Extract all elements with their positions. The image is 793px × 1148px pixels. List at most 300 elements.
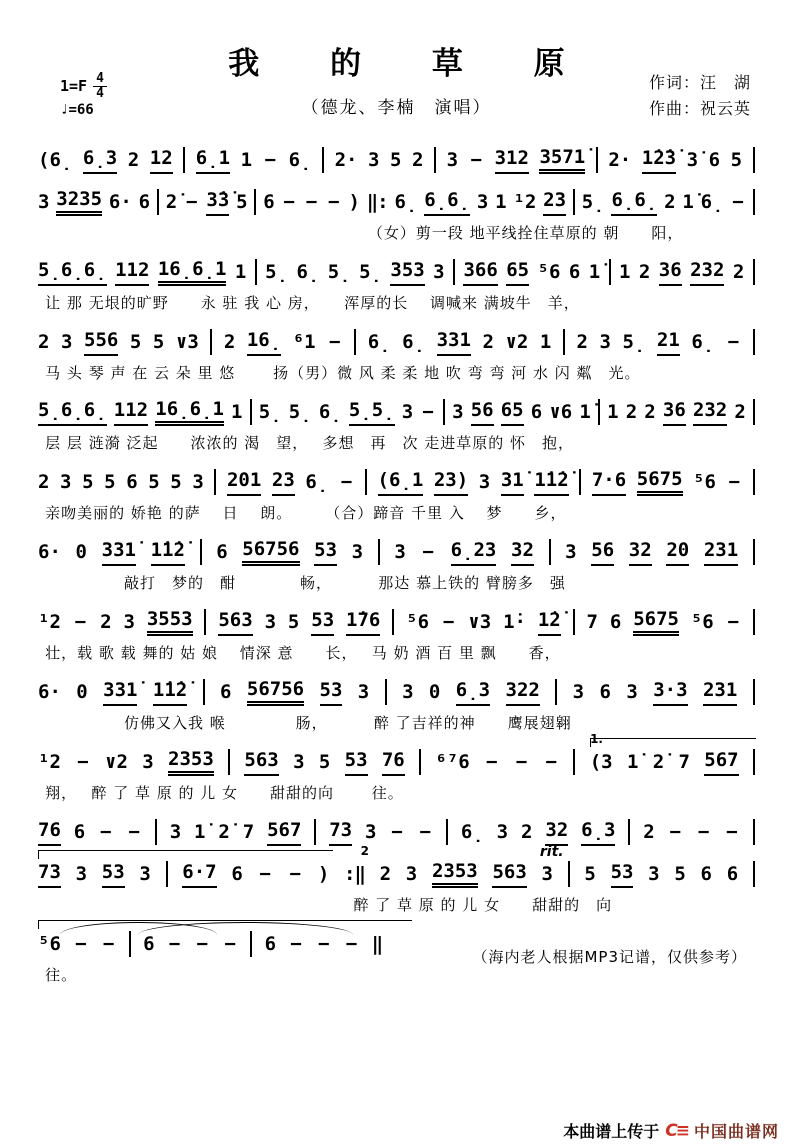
note-group: 2̇ bbox=[218, 821, 230, 844]
notation-line bbox=[38, 328, 755, 356]
score-system bbox=[38, 174, 755, 244]
note-group: 3 bbox=[351, 541, 364, 564]
note-group: 16̣6̣1 bbox=[155, 399, 224, 426]
note-group: (6̣1 bbox=[378, 470, 424, 496]
note-group: 3 bbox=[139, 863, 151, 886]
note-group: 3 bbox=[496, 821, 509, 844]
note-group: 6̣6̣ bbox=[424, 190, 470, 216]
barline bbox=[573, 189, 575, 215]
note-group: 3 bbox=[357, 681, 370, 704]
barline bbox=[378, 539, 380, 565]
barline bbox=[563, 329, 565, 355]
final-barline: ‖ bbox=[371, 933, 383, 956]
note-group: 322 bbox=[506, 680, 540, 706]
note-group: 3̇3̇ bbox=[206, 190, 229, 216]
note-group: 2̇ bbox=[165, 191, 178, 214]
note-group: 331̇ bbox=[103, 680, 137, 706]
held-note-dash: − bbox=[727, 611, 740, 634]
notation-line bbox=[38, 398, 755, 426]
note-group: ⁵6 bbox=[693, 471, 716, 494]
note-group: 2 bbox=[643, 821, 655, 844]
barline bbox=[549, 539, 551, 565]
page-title: 我 的 草 原 bbox=[228, 46, 595, 82]
quarter-note-icon: ♩ bbox=[60, 102, 69, 119]
note-group: 6̣6̣ bbox=[611, 190, 657, 216]
note-group: 1̇· bbox=[503, 611, 526, 634]
note-group: 6̣ bbox=[691, 331, 715, 354]
note-group: 3·3 bbox=[653, 680, 687, 706]
note-group: 5̣ bbox=[258, 401, 282, 424]
note-group: 331 bbox=[437, 330, 471, 356]
barline bbox=[254, 189, 256, 215]
held-note-dash: − bbox=[515, 751, 528, 774]
note-group: 5̣ bbox=[265, 261, 289, 284]
note-group: 53 bbox=[311, 610, 334, 636]
note-group: 6̣ bbox=[296, 261, 320, 284]
note-group: 3 bbox=[402, 681, 414, 704]
note-group: 53 bbox=[611, 862, 634, 888]
score-system bbox=[38, 314, 755, 384]
tempo-value: =66 bbox=[68, 102, 94, 119]
volta-number: 2 bbox=[360, 844, 369, 858]
key-label: 1=F bbox=[60, 77, 88, 96]
note-group: 6̣3 bbox=[456, 680, 490, 706]
note-group: 231 bbox=[704, 540, 738, 566]
held-note-dash: − bbox=[196, 933, 209, 956]
barline bbox=[596, 147, 598, 173]
note-group: 6̣ bbox=[318, 401, 342, 424]
note-group: 563 bbox=[244, 750, 278, 776]
note-group: 76 bbox=[382, 750, 405, 776]
note-group: 5̣5̣ bbox=[349, 400, 395, 426]
site-name: 中国曲谱网 bbox=[693, 1122, 779, 1141]
volta-number: 1. bbox=[590, 732, 603, 746]
note-group: 2̇ bbox=[652, 751, 665, 774]
barline bbox=[228, 749, 230, 775]
held-note-dash: − bbox=[727, 331, 740, 354]
score-header bbox=[38, 10, 755, 132]
note-group: 1 bbox=[495, 191, 507, 214]
note-group: 56756 bbox=[242, 539, 299, 566]
score-system bbox=[38, 384, 755, 454]
note-group: ⁶⁷6 bbox=[435, 751, 470, 774]
score-system bbox=[38, 846, 755, 916]
footer-upload-text: 本曲谱上传于 bbox=[563, 1122, 660, 1141]
note-group: 73 bbox=[329, 820, 352, 846]
note-group: ∨6 bbox=[549, 401, 573, 424]
score-system bbox=[38, 244, 755, 314]
barline bbox=[753, 189, 755, 215]
lyrics-line: 醉 了 草 原 的 儿 女 甜甜的 向 bbox=[353, 896, 613, 914]
note-group: 6· bbox=[38, 541, 61, 564]
barline bbox=[628, 819, 630, 845]
note-group: 6 bbox=[220, 681, 232, 704]
note-group: 6 bbox=[568, 261, 581, 284]
lyrics-line: 壮，载 歌 载 舞的 姑 娘 情深 意 长， 马 奶 酒 百 里 飘 香， bbox=[45, 644, 561, 662]
barline bbox=[419, 749, 421, 775]
repeat-sign: ‖: bbox=[366, 191, 388, 214]
note-group: 6 bbox=[231, 863, 243, 886]
lyrics-line: 让 那 无垠的旷野 永 驻 我 心 房， 浑厚的长 调喊来 满坡牛 羊， bbox=[45, 294, 580, 312]
note-group: 3 bbox=[192, 471, 204, 494]
barline bbox=[753, 539, 755, 565]
performers-subtitle: （德龙、李楠 演唱） bbox=[301, 98, 492, 118]
note-group: 3 bbox=[38, 191, 50, 214]
note-group: 3235 bbox=[56, 189, 102, 216]
note-group: 0 bbox=[75, 541, 87, 564]
held-note-dash: − bbox=[732, 191, 744, 214]
note-group: 6 bbox=[216, 541, 228, 564]
note-group: 31̇ bbox=[501, 470, 524, 496]
lyricist-credit: 作词：汪 湖 bbox=[648, 73, 751, 92]
note-group: 3̇ bbox=[686, 149, 699, 172]
note-group: 3 bbox=[75, 863, 88, 886]
note-group: 1 bbox=[240, 149, 253, 172]
held-note-dash: − bbox=[264, 149, 277, 172]
note-group: 1̇ bbox=[194, 821, 206, 844]
note-group: 2 bbox=[664, 191, 676, 214]
lyrics-line: 仿佛又入我 喉 肠， 醉 了吉祥的神 鹰展翅翱 bbox=[124, 714, 572, 732]
note-group: 73 bbox=[38, 862, 61, 888]
note-group: 1̇1̇2̇ bbox=[534, 470, 568, 496]
note-group: 3 bbox=[368, 149, 380, 172]
score-system bbox=[38, 132, 755, 174]
barline bbox=[200, 539, 202, 565]
note-group: 6 bbox=[126, 471, 138, 494]
note-group: 5̣ bbox=[622, 331, 646, 354]
lyrics-line: 敲打 梦的 酣 畅， 那达 慕上铁的 臂膀多 强 bbox=[124, 574, 566, 592]
note-group: 53 bbox=[345, 750, 368, 776]
note-group: 5675 bbox=[637, 469, 683, 496]
note-group: 65 bbox=[506, 260, 529, 286]
note-group: 2 bbox=[734, 401, 746, 424]
note-group: 6̣ bbox=[402, 331, 426, 354]
note-group: 56 bbox=[471, 400, 494, 426]
note-group: 6 bbox=[609, 611, 622, 634]
note-group: 6 bbox=[726, 863, 739, 886]
note-group: ) bbox=[348, 191, 360, 214]
note-group: 3 bbox=[565, 541, 577, 564]
key-signature-block bbox=[60, 72, 107, 118]
barline bbox=[322, 147, 324, 173]
barline bbox=[157, 189, 159, 215]
note-group: 6· bbox=[38, 681, 61, 704]
barline bbox=[443, 399, 445, 425]
note-group: 6̣3 bbox=[581, 820, 615, 846]
barline bbox=[753, 749, 755, 775]
barline bbox=[434, 147, 436, 173]
barline bbox=[204, 609, 206, 635]
notation-line bbox=[38, 678, 755, 706]
note-group: 16̣ bbox=[247, 330, 281, 356]
note-group: 3 bbox=[541, 863, 553, 886]
held-note-dash: − bbox=[545, 751, 558, 774]
time-signature bbox=[93, 72, 107, 100]
note-group: 6 bbox=[530, 401, 543, 424]
time-signature-denominator: 4 bbox=[96, 85, 104, 101]
note-group: 6̣23 bbox=[451, 540, 497, 566]
note-group: 3 bbox=[648, 863, 660, 886]
note-group: 23 bbox=[543, 190, 566, 216]
note-group: 5 bbox=[287, 611, 300, 634]
note-group: 6̣ bbox=[700, 191, 724, 214]
note-group: 3 bbox=[61, 331, 73, 354]
held-note-dash: − bbox=[186, 191, 198, 214]
note-group: 6̣ bbox=[394, 191, 418, 214]
note-group: 556 bbox=[84, 330, 118, 356]
held-note-dash: − bbox=[486, 751, 498, 774]
note-group: 6̣1 bbox=[196, 148, 230, 174]
barline bbox=[568, 861, 570, 887]
barline bbox=[214, 469, 216, 495]
barline bbox=[314, 819, 316, 845]
held-note-dash: − bbox=[669, 821, 682, 844]
note-group: 6 bbox=[73, 821, 86, 844]
score-system bbox=[38, 524, 755, 594]
note-group: ) bbox=[317, 863, 330, 886]
score-system bbox=[38, 804, 755, 846]
note-group: 12 bbox=[150, 148, 173, 174]
note-group: 6̣ bbox=[305, 471, 329, 494]
note-group: 6 bbox=[263, 191, 275, 214]
note-group: 3 bbox=[142, 751, 154, 774]
note-group: 1 bbox=[231, 401, 243, 424]
note-group: 3 bbox=[452, 401, 464, 424]
score-system bbox=[38, 454, 755, 524]
note-group: 6·7 bbox=[182, 862, 216, 888]
note-group: 231 bbox=[703, 680, 737, 706]
note-group: 112 bbox=[114, 400, 148, 426]
note-group: 65 bbox=[501, 400, 524, 426]
note-group: ¹2 bbox=[513, 191, 537, 214]
note-group: 21 bbox=[657, 330, 680, 356]
note-group: 3 bbox=[478, 471, 491, 494]
score-system bbox=[38, 594, 755, 664]
held-note-dash: − bbox=[328, 191, 340, 214]
note-group: 1̇ bbox=[682, 191, 694, 214]
held-note-dash: − bbox=[305, 191, 318, 214]
note-group: ⁵6 bbox=[406, 611, 430, 634]
held-note-dash: − bbox=[391, 821, 403, 844]
volta-bracket-line bbox=[590, 738, 756, 747]
score-system bbox=[38, 734, 755, 804]
barline bbox=[753, 259, 755, 285]
note-group: 3 bbox=[446, 149, 459, 172]
note-group: 112 bbox=[115, 260, 149, 286]
note-group: 232 bbox=[690, 260, 724, 286]
barline bbox=[354, 329, 356, 355]
barline bbox=[573, 609, 575, 635]
note-group: 2 bbox=[521, 821, 533, 844]
note-group: 1̇76 bbox=[346, 610, 380, 636]
barline bbox=[753, 147, 755, 173]
note-group: 1̇2̇ bbox=[538, 610, 561, 636]
composer-credit: 作曲：祝云英 bbox=[648, 99, 751, 119]
held-note-dash: − bbox=[728, 471, 741, 494]
note-group: 7 bbox=[678, 751, 690, 774]
note-group: 5̣ bbox=[581, 191, 605, 214]
note-group: 1̇1̇2̇ bbox=[151, 540, 185, 566]
lyrics-line: 翔， 醉 了 草 原 的 儿 女 甜甜的向 往。 bbox=[45, 784, 404, 802]
note-group: 53 bbox=[320, 680, 343, 706]
note-group: 1̇1̇2̇ bbox=[153, 680, 187, 706]
note-group: 5 bbox=[170, 471, 182, 494]
note-group: 5 bbox=[82, 471, 94, 494]
lyrics-line: 马 头 琴 声 在 云 朵 里 悠 扬（男）微 风 柔 柔 地 吹 弯 弯 河 水 闪 粼 光。 bbox=[45, 364, 641, 382]
note-group: 6 bbox=[708, 149, 721, 172]
barline bbox=[203, 679, 205, 705]
held-note-dash: − bbox=[74, 611, 87, 634]
lyrics-line: 亲吻美丽的 娇艳 的萨 日 朗。 （合）蹄音 千里 入 梦 乡， bbox=[45, 504, 567, 522]
held-note-dash: − bbox=[75, 933, 87, 956]
note-group: 3 bbox=[364, 821, 377, 844]
score-system bbox=[38, 916, 755, 986]
barline bbox=[579, 469, 581, 495]
held-note-dash: − bbox=[318, 933, 330, 956]
note-group: 312 bbox=[495, 148, 529, 174]
note-group: 1 bbox=[234, 261, 247, 284]
note-group: 56 bbox=[591, 540, 614, 566]
note-group: 2 bbox=[576, 331, 588, 354]
note-group: 32 bbox=[629, 540, 652, 566]
barline bbox=[210, 329, 212, 355]
barline bbox=[155, 819, 157, 845]
notation-line bbox=[38, 146, 755, 174]
note-group: 2 bbox=[100, 611, 112, 634]
note-group: ⁵6 bbox=[38, 933, 61, 956]
barline bbox=[365, 469, 367, 495]
note-group: 2 bbox=[38, 331, 50, 354]
note-group: 32 bbox=[511, 540, 534, 566]
note-group: 353 bbox=[390, 260, 424, 286]
note-group: 5 bbox=[390, 149, 402, 172]
notation-line bbox=[38, 468, 755, 496]
barline bbox=[753, 861, 755, 887]
time-signature-numerator: 4 bbox=[93, 72, 107, 87]
note-group: 563 bbox=[218, 610, 252, 636]
note-group: ∨3 bbox=[468, 611, 492, 634]
held-note-dash: − bbox=[470, 149, 483, 172]
note-group: 2 bbox=[412, 149, 424, 172]
note-group: ¹2 bbox=[38, 751, 61, 774]
barline bbox=[166, 861, 168, 887]
note-group: 3 bbox=[394, 541, 406, 564]
barline bbox=[609, 259, 611, 285]
note-group: 2 bbox=[38, 471, 50, 494]
note-group: 6̣ bbox=[367, 331, 391, 354]
note-group: 3 bbox=[169, 821, 182, 844]
note-group: 0 bbox=[428, 681, 441, 704]
note-group: 331̇ bbox=[102, 540, 136, 566]
held-note-dash: − bbox=[259, 863, 271, 886]
note-group: 0 bbox=[76, 681, 88, 704]
notation-line bbox=[38, 538, 755, 566]
barline bbox=[753, 679, 755, 705]
repeat-sign: :‖ bbox=[344, 863, 365, 886]
score-systems bbox=[38, 132, 755, 986]
barline bbox=[453, 259, 455, 285]
held-note-dash: − bbox=[329, 331, 341, 354]
ritardando-marking: rit. bbox=[539, 844, 564, 860]
note-group: 1̇ bbox=[588, 261, 601, 284]
note-group: 3 bbox=[405, 863, 418, 886]
note-group: 3 bbox=[476, 191, 489, 214]
note-group: 3 bbox=[599, 331, 611, 354]
notation-line bbox=[38, 608, 755, 636]
note-group: ∨3 bbox=[175, 331, 199, 354]
note-group: 32 bbox=[545, 820, 568, 846]
note-group: 5 bbox=[236, 191, 248, 214]
note-group: 1̇ bbox=[626, 751, 639, 774]
lyrics-line: 往。 bbox=[45, 966, 78, 984]
barline bbox=[385, 679, 387, 705]
note-group: 3 bbox=[626, 681, 638, 704]
note-group: 5 bbox=[104, 471, 116, 494]
held-note-dash: − bbox=[289, 863, 302, 886]
note-group: 2 bbox=[482, 331, 494, 354]
held-note-dash: − bbox=[290, 933, 302, 956]
note-group: 5 bbox=[584, 863, 596, 886]
note-group: 23) bbox=[434, 470, 468, 496]
footer bbox=[563, 1119, 779, 1142]
note-group: 2 bbox=[732, 261, 745, 284]
note-group: 5̣6̣6̣ bbox=[38, 260, 107, 286]
held-note-dash: − bbox=[422, 401, 434, 424]
note-group: 232 bbox=[693, 400, 727, 426]
note-group: 7·6 bbox=[592, 470, 626, 496]
barline bbox=[598, 399, 600, 425]
tempo-marking bbox=[60, 102, 107, 118]
note-group: 6̣ bbox=[288, 149, 312, 172]
note-group: 3553 bbox=[147, 609, 193, 636]
held-note-dash: − bbox=[726, 821, 738, 844]
notation-line bbox=[38, 748, 755, 776]
note-group: 2 bbox=[625, 401, 638, 424]
held-note-dash: − bbox=[168, 933, 181, 956]
barline bbox=[753, 329, 755, 355]
barline bbox=[255, 259, 257, 285]
note-group: 2· bbox=[608, 149, 632, 172]
note-group: 5̣ bbox=[359, 261, 382, 284]
note-group: 2· bbox=[334, 149, 358, 172]
held-note-dash: − bbox=[224, 933, 236, 956]
note-group: 53 bbox=[314, 540, 337, 566]
barline bbox=[753, 819, 755, 845]
note-group: 20 bbox=[666, 540, 689, 566]
note-group: 3 bbox=[401, 401, 414, 424]
held-note-dash: − bbox=[77, 751, 89, 774]
note-group: 76 bbox=[38, 820, 61, 846]
note-group: 7 bbox=[586, 611, 598, 634]
held-note-dash: − bbox=[422, 541, 434, 564]
note-group: 3 bbox=[264, 611, 277, 634]
note-group: 3571̇ bbox=[539, 147, 585, 174]
notation-line bbox=[38, 258, 755, 286]
held-note-dash: − bbox=[128, 821, 140, 844]
note-group: 6 bbox=[143, 933, 155, 956]
barline bbox=[446, 819, 448, 845]
note-group: 1 bbox=[607, 401, 619, 424]
note-group: 3 bbox=[60, 471, 72, 494]
note-group: ∨2 bbox=[505, 331, 529, 354]
note-group: 2 bbox=[638, 261, 651, 284]
held-note-dash: − bbox=[419, 821, 432, 844]
note-group: 6 bbox=[264, 933, 277, 956]
barline bbox=[392, 609, 394, 635]
note-group: 2353 bbox=[168, 749, 214, 776]
note-group: 1̇ bbox=[579, 401, 591, 424]
note-group: 567 bbox=[704, 750, 738, 776]
